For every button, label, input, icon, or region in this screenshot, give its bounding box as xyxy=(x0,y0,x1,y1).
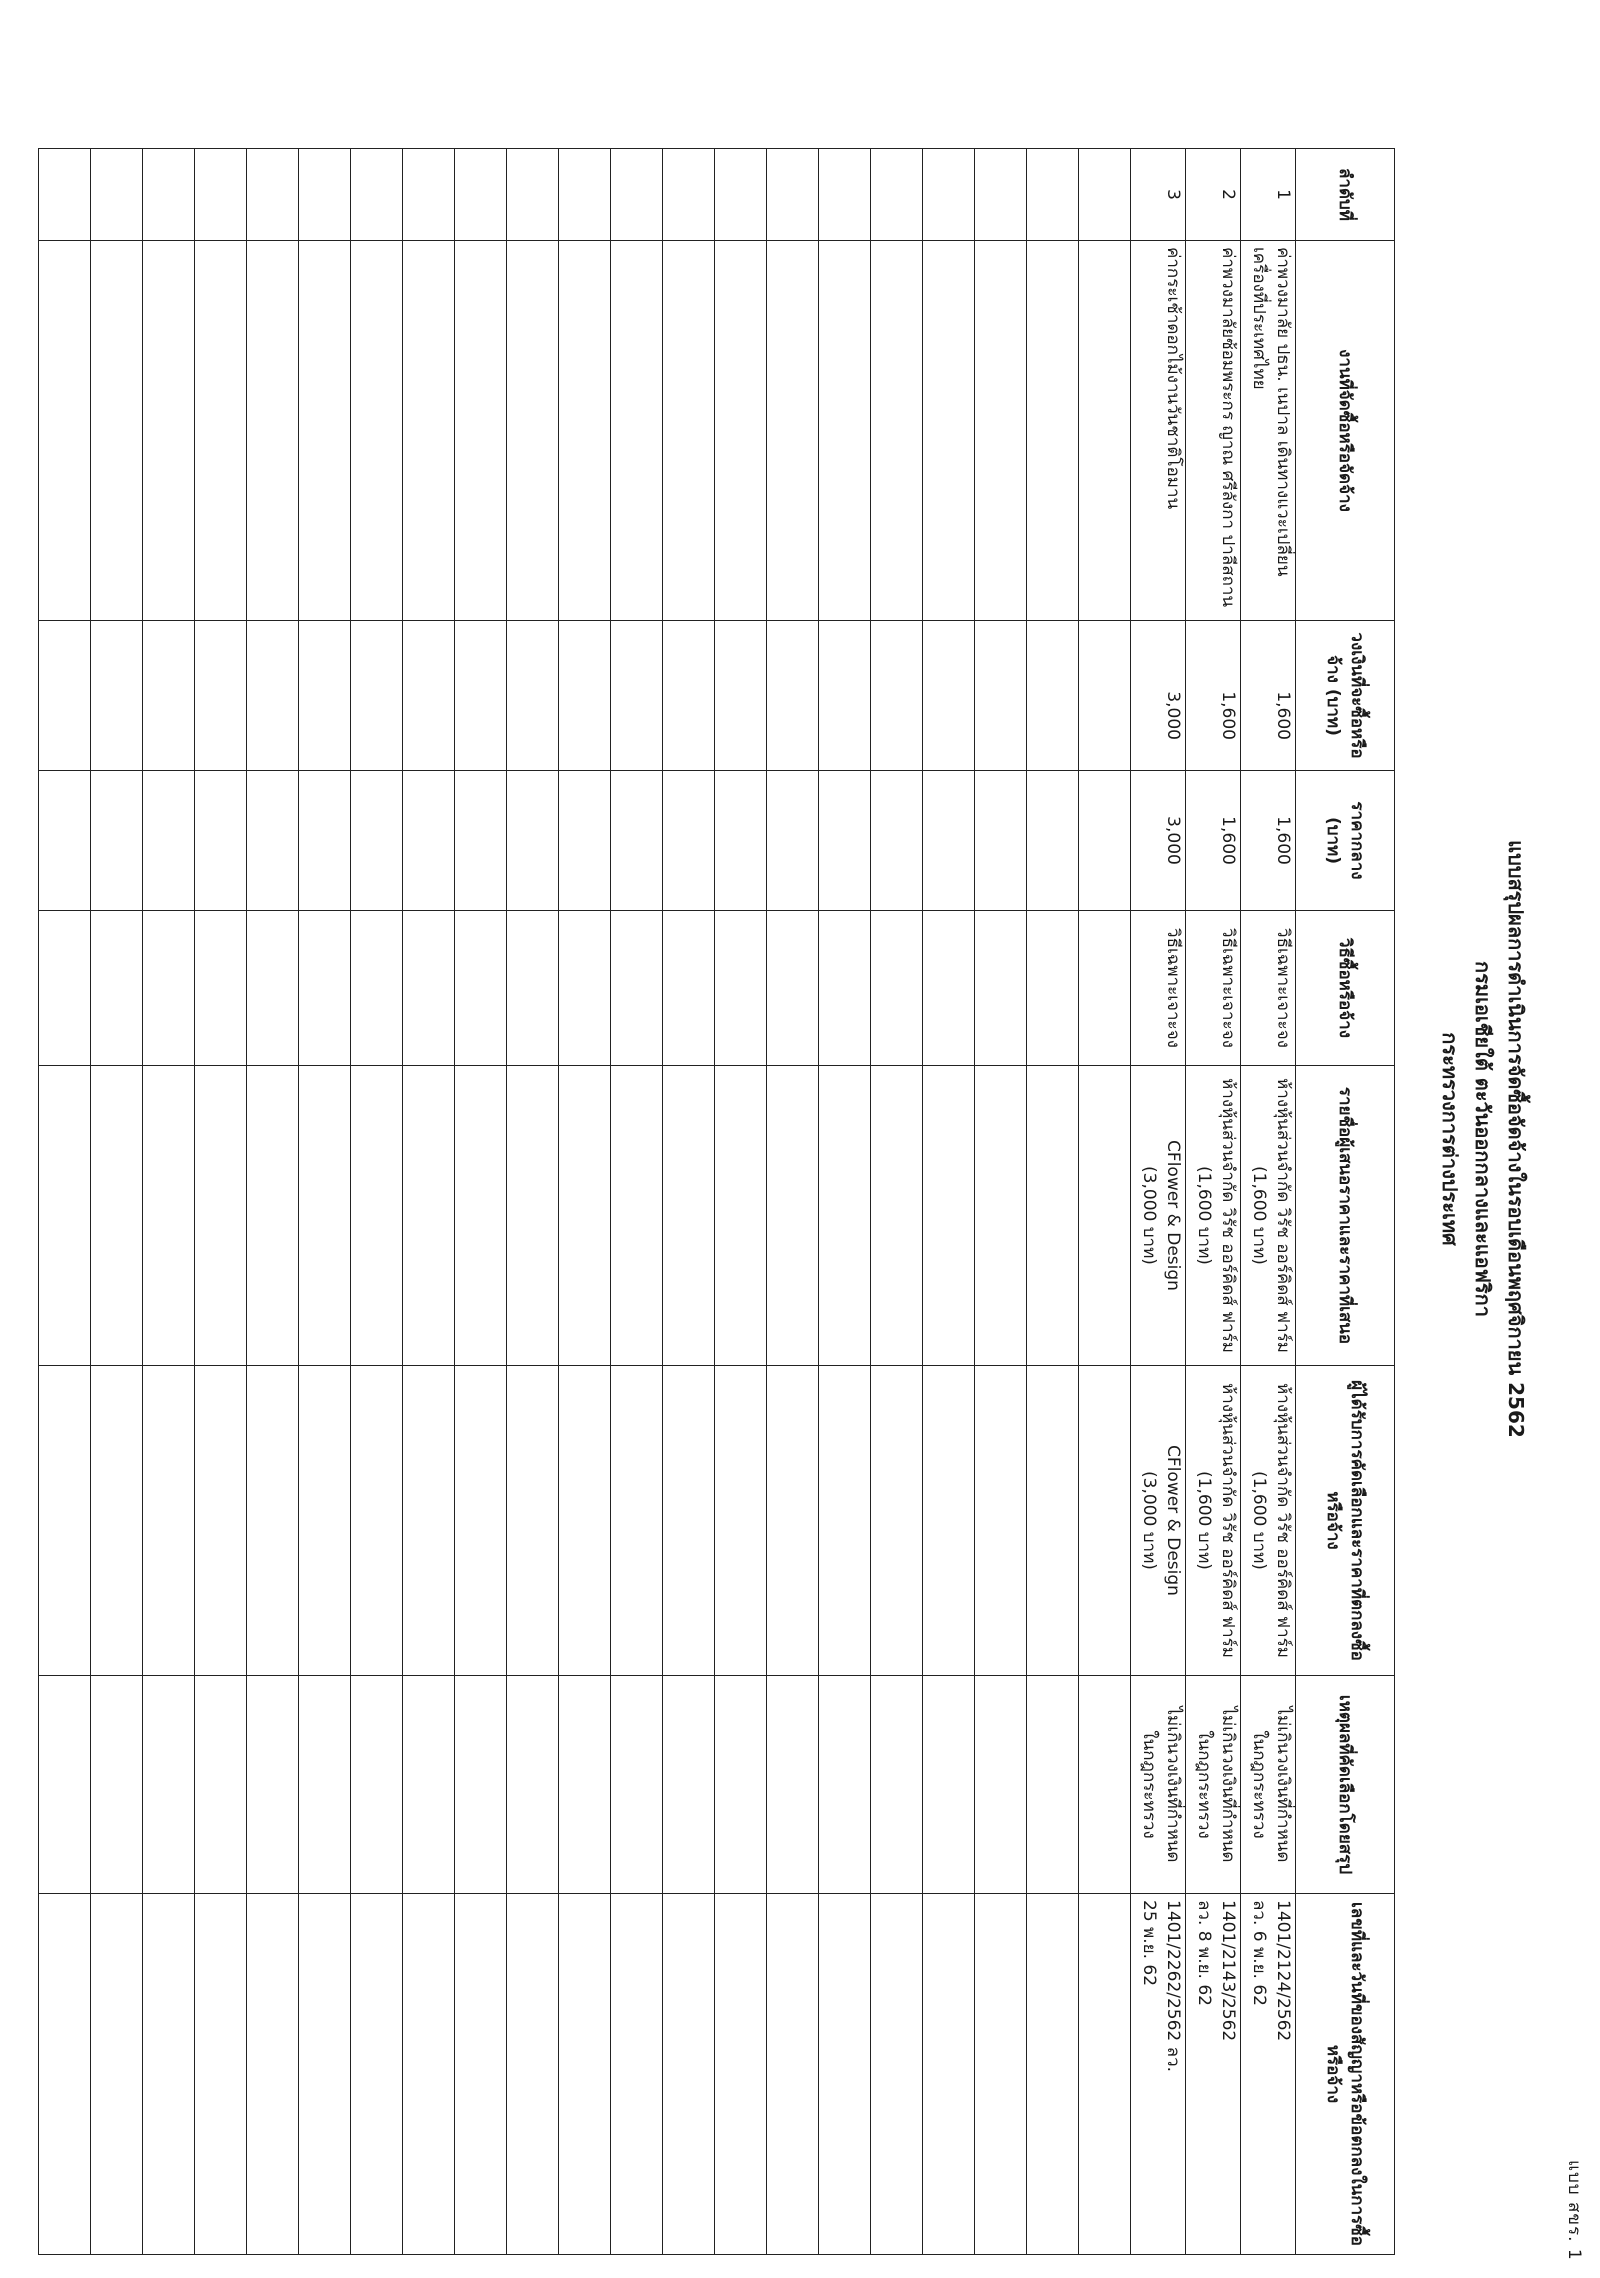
empty-cell xyxy=(299,771,351,911)
empty-cell xyxy=(559,771,611,911)
contract-line: ลว. 6 พ.ย. 62 xyxy=(1249,1900,1269,2007)
empty-cell xyxy=(91,771,143,911)
empty-cell xyxy=(247,241,299,621)
empty-cell xyxy=(1079,241,1131,621)
empty-table-row xyxy=(143,149,195,2255)
empty-cell xyxy=(1079,1366,1131,1676)
empty-cell xyxy=(819,771,871,911)
empty-cell xyxy=(507,1366,559,1676)
empty-cell xyxy=(143,1676,195,1894)
table-row xyxy=(1131,149,1186,2255)
empty-table-row xyxy=(559,149,611,2255)
empty-cell xyxy=(143,241,195,621)
empty-cell xyxy=(455,1676,507,1894)
empty-cell xyxy=(455,1894,507,2255)
empty-table-row xyxy=(663,149,715,2255)
empty-cell xyxy=(455,771,507,911)
empty-cell xyxy=(611,241,663,621)
empty-cell xyxy=(299,1366,351,1676)
empty-cell xyxy=(871,621,923,771)
cell-mid-price: 1,600 xyxy=(1186,771,1241,911)
empty-cell xyxy=(767,621,819,771)
empty-cell xyxy=(559,149,611,241)
cell-bidders xyxy=(1186,1066,1241,1366)
empty-cell xyxy=(819,241,871,621)
cell-contract xyxy=(1186,1894,1241,2255)
empty-cell xyxy=(507,1066,559,1366)
cell-no: 2 xyxy=(1186,149,1241,241)
empty-cell xyxy=(1027,1066,1079,1366)
empty-cell xyxy=(403,911,455,1066)
reason-line: ไม่เกินวงเงินที่กำหนด xyxy=(1218,1706,1238,1863)
empty-cell xyxy=(507,1676,559,1894)
empty-cell xyxy=(39,1066,91,1366)
empty-cell xyxy=(767,771,819,911)
empty-cell xyxy=(1027,1366,1079,1676)
empty-cell xyxy=(403,149,455,241)
empty-table-row xyxy=(871,149,923,2255)
empty-table-row xyxy=(1079,149,1131,2255)
empty-cell xyxy=(871,241,923,621)
empty-cell xyxy=(611,621,663,771)
empty-cell xyxy=(1027,1676,1079,1894)
empty-cell xyxy=(403,1366,455,1676)
empty-cell xyxy=(39,1894,91,2255)
header-contract: เลขที่และวันที่ของสัญญาหรือข้อตกลงในการซื้อหรือจ้าง xyxy=(1296,1894,1395,2255)
empty-cell xyxy=(143,911,195,1066)
empty-cell xyxy=(39,621,91,771)
empty-cell xyxy=(299,621,351,771)
empty-cell xyxy=(143,621,195,771)
item-line: ค่ากระเช้าดอกไม้งานวันชาติโอมาน xyxy=(1163,247,1183,510)
empty-cell xyxy=(767,241,819,621)
empty-cell xyxy=(663,241,715,621)
empty-cell xyxy=(351,1066,403,1366)
cell-reason xyxy=(1186,1676,1241,1894)
reason-line: ในกฎกระทรวง xyxy=(1139,1730,1159,1839)
empty-cell xyxy=(247,149,299,241)
table-row xyxy=(1241,149,1296,2255)
empty-cell xyxy=(351,1894,403,2255)
header-bidders: รายชื่อผู้เสนอราคาและราคาที่เสนอ xyxy=(1296,1066,1395,1366)
cell-method: วิธีเฉพาะเจาะจง xyxy=(1131,911,1186,1066)
empty-cell xyxy=(1079,1894,1131,2255)
bidder-line: CFlower & Design xyxy=(1163,1140,1183,1291)
empty-cell xyxy=(767,1366,819,1676)
empty-cell xyxy=(663,1366,715,1676)
empty-cell xyxy=(871,149,923,241)
empty-cell xyxy=(767,149,819,241)
empty-cell xyxy=(403,1894,455,2255)
cell-bidders xyxy=(1131,1066,1186,1366)
empty-cell xyxy=(871,911,923,1066)
reason-line: ไม่เกินวงเงินที่กำหนด xyxy=(1273,1706,1293,1863)
empty-cell xyxy=(663,1676,715,1894)
cell-method: วิธีเฉพาะเจาะจง xyxy=(1241,911,1296,1066)
empty-cell xyxy=(767,1676,819,1894)
empty-cell xyxy=(507,911,559,1066)
item-line: ค่าพวงมาลัยซ้อมพระกร ญาณ ศรีลังกา ปาลีสถาน xyxy=(1218,247,1238,608)
empty-cell xyxy=(299,241,351,621)
contract-line: 1401/2143/2562 xyxy=(1218,1900,1238,2042)
empty-cell xyxy=(247,771,299,911)
empty-cell xyxy=(715,621,767,771)
winner-line: ห้างหุ้นส่วนจำกัด วิรัช ออร์คิดส์ ฟาร์ม xyxy=(1273,1383,1293,1658)
empty-cell xyxy=(715,1066,767,1366)
cell-item xyxy=(1186,241,1241,621)
empty-cell xyxy=(403,1066,455,1366)
winner-line: (1,600 บาท) xyxy=(1194,1471,1214,1570)
empty-cell xyxy=(611,1366,663,1676)
empty-cell xyxy=(195,149,247,241)
empty-cell xyxy=(247,1894,299,2255)
cell-reason xyxy=(1241,1676,1296,1894)
empty-cell xyxy=(351,771,403,911)
empty-cell xyxy=(923,1366,975,1676)
empty-cell xyxy=(351,1676,403,1894)
empty-cell xyxy=(507,771,559,911)
empty-cell xyxy=(1027,911,1079,1066)
empty-cell xyxy=(1027,621,1079,771)
cell-winner xyxy=(1241,1366,1296,1676)
empty-cell xyxy=(611,771,663,911)
cell-contract xyxy=(1241,1894,1296,2255)
table-row xyxy=(1186,149,1241,2255)
reason-line: ในกฎกระทรวง xyxy=(1194,1730,1214,1839)
empty-table-row xyxy=(91,149,143,2255)
empty-table-row xyxy=(923,149,975,2255)
empty-cell xyxy=(351,149,403,241)
empty-cell xyxy=(403,621,455,771)
empty-cell xyxy=(663,1894,715,2255)
empty-table-row xyxy=(247,149,299,2255)
empty-table-row xyxy=(39,149,91,2255)
header-no: ลำดับที่ xyxy=(1296,149,1395,241)
header-mid-price: ราคากลาง (บาท) xyxy=(1296,771,1395,911)
empty-cell xyxy=(663,149,715,241)
bidder-line: (3,000 บาท) xyxy=(1139,1166,1159,1265)
empty-cell xyxy=(91,149,143,241)
empty-cell xyxy=(39,771,91,911)
empty-cell xyxy=(247,1676,299,1894)
document-header xyxy=(1433,0,1532,2278)
empty-cell xyxy=(1027,241,1079,621)
empty-cell xyxy=(663,771,715,911)
table-header-row xyxy=(1296,149,1395,2255)
empty-cell xyxy=(247,621,299,771)
empty-cell xyxy=(871,1366,923,1676)
empty-cell xyxy=(559,621,611,771)
empty-cell xyxy=(1079,149,1131,241)
empty-cell xyxy=(351,241,403,621)
empty-cell xyxy=(507,149,559,241)
empty-cell xyxy=(611,911,663,1066)
empty-cell xyxy=(455,149,507,241)
empty-cell xyxy=(455,1066,507,1366)
empty-cell xyxy=(559,911,611,1066)
winner-line: CFlower & Design xyxy=(1163,1445,1183,1596)
empty-cell xyxy=(819,1894,871,2255)
empty-cell xyxy=(143,1894,195,2255)
empty-cell xyxy=(975,1066,1027,1366)
empty-cell xyxy=(923,911,975,1066)
empty-cell xyxy=(91,621,143,771)
empty-table-row xyxy=(611,149,663,2255)
empty-cell xyxy=(819,621,871,771)
empty-cell xyxy=(767,1894,819,2255)
empty-table-row xyxy=(1027,149,1079,2255)
empty-cell xyxy=(923,771,975,911)
empty-cell xyxy=(299,1066,351,1366)
item-line: เครื่องที่ประเทศไทย xyxy=(1249,247,1269,390)
empty-cell xyxy=(195,1366,247,1676)
empty-cell xyxy=(1079,771,1131,911)
empty-cell xyxy=(611,149,663,241)
empty-cell xyxy=(39,241,91,621)
cell-method: วิธีเฉพาะเจาะจง xyxy=(1186,911,1241,1066)
empty-table-row xyxy=(975,149,1027,2255)
contract-line: ลว. 8 พ.ย. 62 xyxy=(1194,1900,1214,2007)
empty-cell xyxy=(663,911,715,1066)
empty-cell xyxy=(507,241,559,621)
empty-cell xyxy=(611,1066,663,1366)
empty-cell xyxy=(403,1676,455,1894)
empty-cell xyxy=(1079,621,1131,771)
bidder-line: ห้างหุ้นส่วนจำกัด วิรัช ออร์คิดส์ ฟาร์ม xyxy=(1218,1078,1238,1353)
cell-item xyxy=(1131,241,1186,621)
empty-cell xyxy=(195,1894,247,2255)
empty-cell xyxy=(299,1894,351,2255)
cell-budget: 3,000 xyxy=(1131,621,1186,771)
empty-cell xyxy=(715,1366,767,1676)
contract-line: 1401/2124/2562 xyxy=(1273,1900,1293,2042)
header-budget: วงเงินที่จะซื้อหรือจ้าง (บาท) xyxy=(1296,621,1395,771)
empty-cell xyxy=(819,1676,871,1894)
cell-budget: 1,600 xyxy=(1186,621,1241,771)
empty-cell xyxy=(91,241,143,621)
empty-table-row xyxy=(715,149,767,2255)
empty-cell xyxy=(507,621,559,771)
bidder-line: (1,600 บาท) xyxy=(1194,1166,1214,1265)
empty-cell xyxy=(1079,1066,1131,1366)
cell-reason xyxy=(1131,1676,1186,1894)
header-method: วิธีซื้อหรือจ้าง xyxy=(1296,911,1395,1066)
empty-cell xyxy=(91,1676,143,1894)
empty-cell xyxy=(559,1366,611,1676)
empty-cell xyxy=(975,1366,1027,1676)
empty-cell xyxy=(975,771,1027,911)
cell-no: 1 xyxy=(1241,149,1296,241)
winner-line: (3,000 บาท) xyxy=(1139,1471,1159,1570)
empty-cell xyxy=(923,149,975,241)
empty-cell xyxy=(923,1894,975,2255)
empty-cell xyxy=(663,621,715,771)
empty-table-row xyxy=(455,149,507,2255)
empty-cell xyxy=(299,1676,351,1894)
contract-line: 25 พ.ย. 62 xyxy=(1139,1900,1159,1987)
empty-cell xyxy=(195,911,247,1066)
empty-cell xyxy=(143,771,195,911)
empty-cell xyxy=(559,1894,611,2255)
cell-bidders xyxy=(1241,1066,1296,1366)
empty-table-row xyxy=(299,149,351,2255)
empty-cell xyxy=(975,911,1027,1066)
empty-cell xyxy=(715,911,767,1066)
empty-cell xyxy=(455,241,507,621)
empty-cell xyxy=(715,1894,767,2255)
empty-cell xyxy=(247,1066,299,1366)
empty-cell xyxy=(871,1676,923,1894)
empty-cell xyxy=(195,1676,247,1894)
empty-cell xyxy=(91,911,143,1066)
reason-line: ในกฎกระทรวง xyxy=(1249,1730,1269,1839)
empty-cell xyxy=(299,149,351,241)
empty-cell xyxy=(455,621,507,771)
empty-cell xyxy=(1079,1676,1131,1894)
empty-cell xyxy=(351,621,403,771)
empty-cell xyxy=(611,1676,663,1894)
empty-cell xyxy=(351,1366,403,1676)
empty-cell xyxy=(663,1066,715,1366)
empty-cell xyxy=(195,241,247,621)
empty-cell xyxy=(975,621,1027,771)
empty-table-row xyxy=(195,149,247,2255)
cell-winner xyxy=(1186,1366,1241,1676)
empty-cell xyxy=(91,1366,143,1676)
empty-cell xyxy=(455,1366,507,1676)
procurement-table xyxy=(38,148,1395,2255)
document-title: แบบสรุปผลการดำเนินการจัดซื้อจัดจ้างในรอบเดือนพฤศจิกายน 2562 xyxy=(1504,840,1528,1438)
cell-budget: 1,600 xyxy=(1241,621,1296,771)
empty-cell xyxy=(923,621,975,771)
cell-mid-price: 3,000 xyxy=(1131,771,1186,911)
winner-line: (1,600 บาท) xyxy=(1249,1471,1269,1570)
empty-cell xyxy=(1027,771,1079,911)
empty-cell xyxy=(143,1366,195,1676)
empty-cell xyxy=(871,1066,923,1366)
empty-cell xyxy=(1027,149,1079,241)
cell-winner xyxy=(1131,1366,1186,1676)
empty-table-row xyxy=(819,149,871,2255)
empty-cell xyxy=(1079,911,1131,1066)
empty-cell xyxy=(195,1066,247,1366)
empty-cell xyxy=(819,911,871,1066)
empty-cell xyxy=(767,1066,819,1366)
empty-cell xyxy=(39,149,91,241)
bidder-line: ห้างหุ้นส่วนจำกัด วิรัช ออร์คิดส์ ฟาร์ม xyxy=(1273,1078,1293,1353)
empty-cell xyxy=(975,1676,1027,1894)
empty-cell xyxy=(975,149,1027,241)
reason-line: ไม่เกินวงเงินที่กำหนด xyxy=(1163,1706,1183,1863)
empty-cell xyxy=(715,1676,767,1894)
empty-cell xyxy=(39,911,91,1066)
empty-cell xyxy=(715,771,767,911)
empty-table-row xyxy=(351,149,403,2255)
item-line: ค่าพวงมาลัย ปธน. เนปาล เดินทางแวะเปลี่ยน xyxy=(1273,247,1293,577)
empty-cell xyxy=(143,1066,195,1366)
empty-cell xyxy=(195,771,247,911)
winner-line: ห้างหุ้นส่วนจำกัด วิรัช ออร์คิดส์ ฟาร์ม xyxy=(1218,1383,1238,1658)
empty-cell xyxy=(767,911,819,1066)
empty-cell xyxy=(143,149,195,241)
empty-table-row xyxy=(403,149,455,2255)
header-item: งานที่จัดซื้อหรือจัดจ้าง xyxy=(1296,241,1395,621)
empty-cell xyxy=(299,911,351,1066)
empty-cell xyxy=(247,1366,299,1676)
bidder-line: (1,600 บาท) xyxy=(1249,1166,1269,1265)
empty-cell xyxy=(559,1066,611,1366)
empty-cell xyxy=(247,911,299,1066)
cell-no: 3 xyxy=(1131,149,1186,241)
ministry-name: กระทรวงการต่างประเทศ xyxy=(1438,1032,1462,1246)
empty-cell xyxy=(455,911,507,1066)
empty-table-row xyxy=(767,149,819,2255)
empty-cell xyxy=(715,149,767,241)
cell-contract xyxy=(1131,1894,1186,2255)
header-reason: เหตุผลที่คัดเลือกโดยสรุป xyxy=(1296,1676,1395,1894)
cell-item xyxy=(1241,241,1296,621)
empty-cell xyxy=(715,241,767,621)
empty-cell xyxy=(91,1894,143,2255)
empty-cell xyxy=(39,1676,91,1894)
empty-cell xyxy=(1027,1894,1079,2255)
empty-cell xyxy=(975,1894,1027,2255)
empty-cell xyxy=(91,1066,143,1366)
empty-cell xyxy=(403,241,455,621)
empty-cell xyxy=(351,911,403,1066)
empty-cell xyxy=(923,241,975,621)
form-code: แบบ สขร. 1 xyxy=(1564,2160,1584,2261)
empty-cell xyxy=(819,1066,871,1366)
empty-cell xyxy=(559,1676,611,1894)
empty-cell xyxy=(871,1894,923,2255)
cell-mid-price: 1,600 xyxy=(1241,771,1296,911)
header-winner: ผู้ได้รับการคัดเลือกและราคาที่ตกลงซื้อหรือจ้าง xyxy=(1296,1366,1395,1676)
empty-cell xyxy=(819,1366,871,1676)
empty-cell xyxy=(611,1894,663,2255)
empty-cell xyxy=(923,1676,975,1894)
empty-table-row xyxy=(507,149,559,2255)
empty-cell xyxy=(559,241,611,621)
empty-cell xyxy=(819,149,871,241)
empty-cell xyxy=(195,621,247,771)
department-name: กรมเอเชียใต้ ตะวันออกกลางและแอฟริกา xyxy=(1471,961,1495,1317)
contract-line: 1401/2262/2562 ลว. xyxy=(1163,1900,1183,2073)
empty-cell xyxy=(39,1366,91,1676)
empty-cell xyxy=(923,1066,975,1366)
empty-cell xyxy=(403,771,455,911)
empty-cell xyxy=(507,1894,559,2255)
empty-cell xyxy=(871,771,923,911)
empty-cell xyxy=(975,241,1027,621)
